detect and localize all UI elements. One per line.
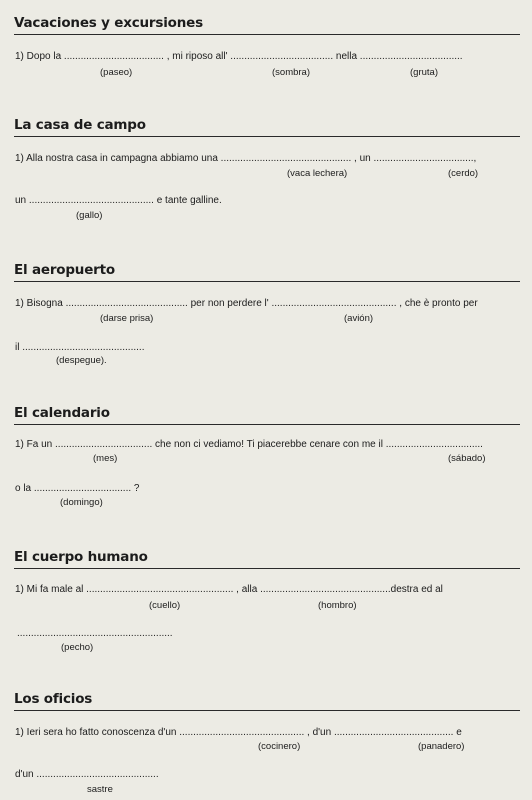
section-title: Vacaciones y excursiones <box>14 15 203 31</box>
exercise-line: il ............................................ <box>15 342 145 353</box>
word-hint: (cerdo) <box>448 168 479 179</box>
section-divider <box>14 424 520 425</box>
word-hint: (domingo) <box>60 497 103 508</box>
exercise-line: un ............................................. e tante galline. <box>15 195 222 206</box>
section-title: El calendario <box>14 405 110 421</box>
section-title: El cuerpo humano <box>14 549 148 565</box>
word-hint: (avión) <box>344 313 374 324</box>
section-divider <box>14 281 520 282</box>
section-divider <box>14 710 520 711</box>
exercise-line: 1) Mi fa male al ..................................................... , alla ...............................................destra ed al <box>15 584 443 595</box>
word-hint: (mes) <box>93 453 118 464</box>
word-hint: (hombro) <box>318 600 357 611</box>
section-title: Los oficios <box>14 691 93 707</box>
exercise-line: d'un ............................................ <box>15 769 159 780</box>
word-hint: (cocinero) <box>258 741 301 752</box>
word-hint: (pecho) <box>61 642 94 653</box>
section-divider <box>14 34 520 35</box>
word-hint: (sombra) <box>272 67 311 78</box>
word-hint: (despegue). <box>56 355 107 366</box>
word-hint: sastre <box>87 784 113 795</box>
word-hint: (vaca lechera) <box>287 168 348 179</box>
exercise-line: 1) Alla nostra casa in campagna abbiamo una ............................................... , un ...................................., <box>15 153 477 164</box>
section-divider <box>14 568 520 569</box>
word-hint: (cuello) <box>149 600 181 611</box>
word-hint: (gruta) <box>410 67 438 78</box>
exercise-line: 1) Bisogna ............................................ per non perdere l' ............................................. , che è pronto per <box>15 298 478 309</box>
section-divider <box>14 136 520 137</box>
exercise-line: 1) Fa un ................................... che non ci vediamo! Ti piacerebbe cenare con me il ................................... <box>15 439 483 450</box>
word-hint: (gallo) <box>76 210 103 221</box>
word-hint: (sábado) <box>448 453 486 464</box>
section-title: La casa de campo <box>14 117 146 133</box>
exercise-line: 1) Ieri sera ho fatto conoscenza d'un ............................................. , d'un ........................................... e <box>15 727 462 738</box>
exercise-line: 1) Dopo la .................................... , mi riposo all' ..................................... nella ..................................... <box>15 51 463 62</box>
word-hint: (darse prisa) <box>100 313 154 324</box>
section-title: El aeropuerto <box>14 262 115 278</box>
exercise-line: o la ................................... ? <box>15 483 140 494</box>
word-hint: (panadero) <box>418 741 465 752</box>
word-hint: (paseo) <box>100 67 133 78</box>
exercise-line: ........................................................ <box>17 628 173 639</box>
